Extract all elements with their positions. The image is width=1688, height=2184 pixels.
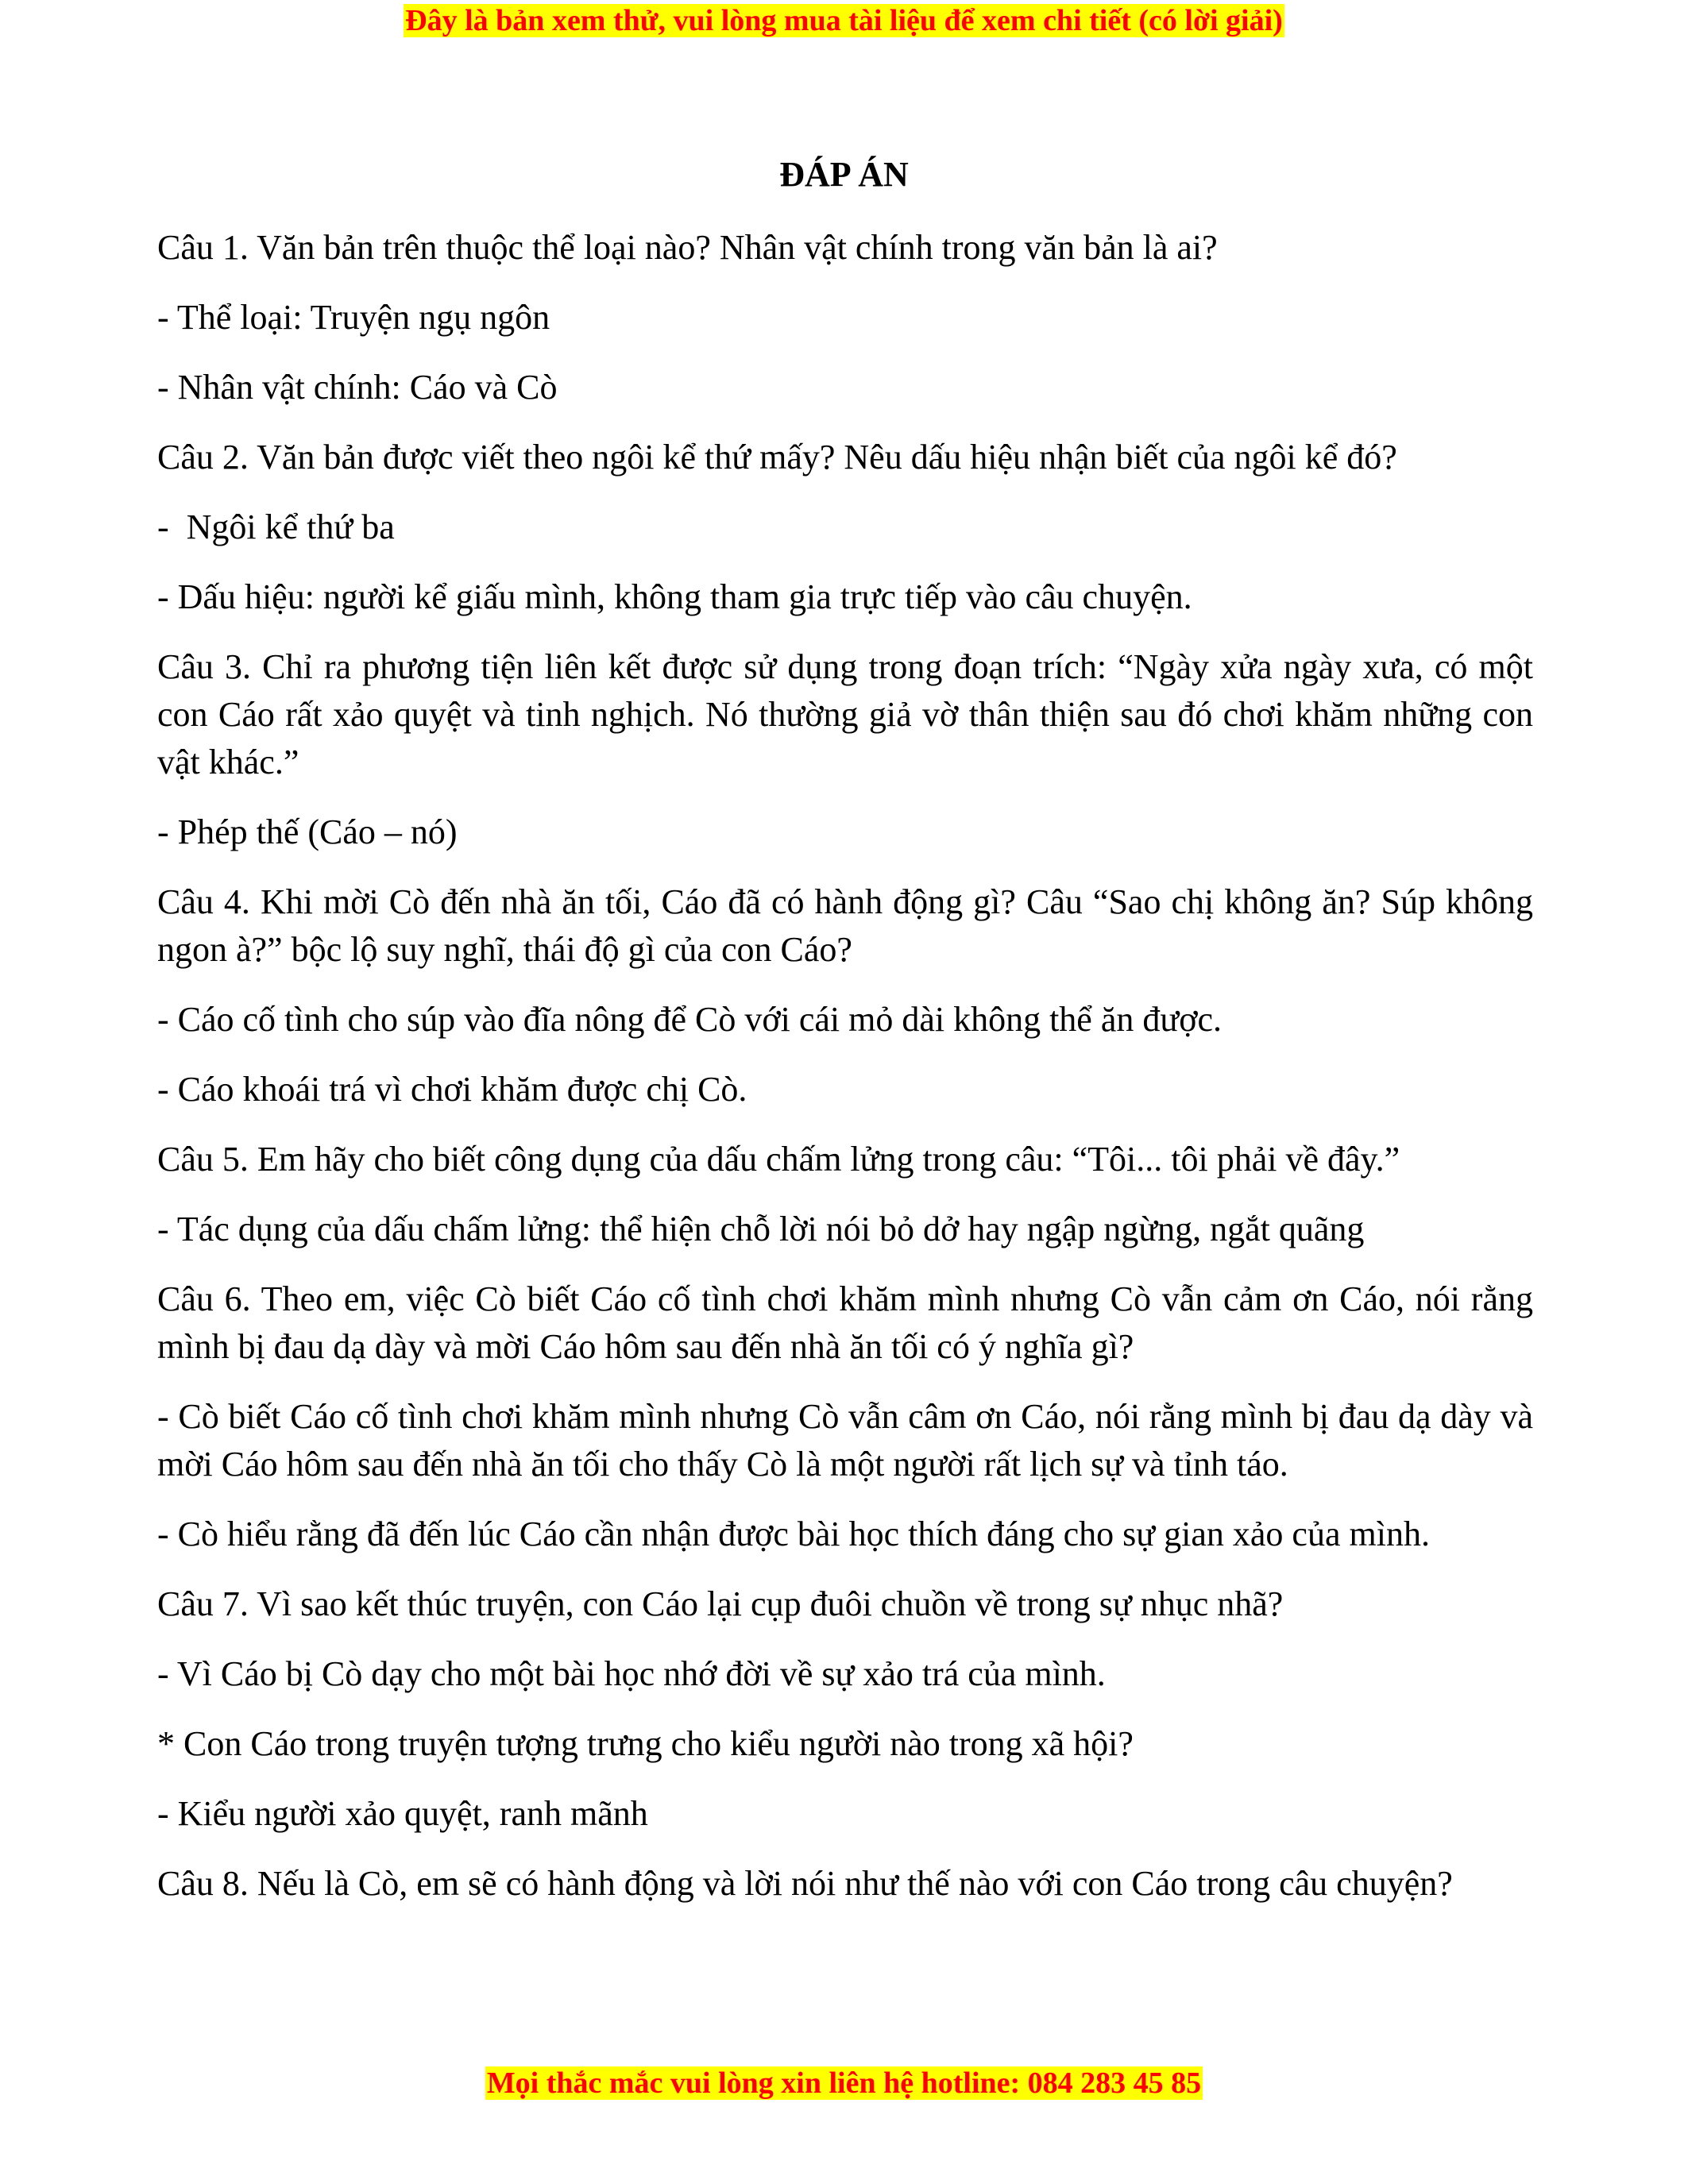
question-7-extra: * Con Cáo trong truyện tượng trưng cho kiểu người nào trong xã hội? (157, 1724, 1134, 1763)
answer-2-narration: - Ngôi kể thứ ba (157, 507, 395, 546)
answer-7-extra: - Kiểu người xảo quyệt, ranh mãnh (157, 1794, 648, 1833)
preview-notice-text: Đây là bản xem thử, vui lòng mua tài liệu để xem chi tiết (có lời giải) (405, 4, 1283, 37)
answer-6-a: - Cò biết Cáo cố tình chơi khăm mình nhưng Cò vẫn câm ơn Cáo, nói rằng mình bị đau dạ dày và mời Cáo hôm sau đến nhà ăn tối cho thấy Cò là một người rất lịch sự và tỉnh táo. (157, 1397, 1533, 1484)
question-3: Câu 3. Chỉ ra phương tiện liên kết được sử dụng trong đoạn trích: “Ngày xửa ngày xưa, có một con Cáo rất xảo quyệt và tinh nghịch. Nó thường giả vờ thân thiện sau đó chơi khăm những con vật khác.” (157, 647, 1533, 781)
question-1: Câu 1. Văn bản trên thuộc thể loại nào? Nhân vật chính trong văn bản là ai? (157, 228, 1218, 267)
answer-3: - Phép thế (Cáo – nó) (157, 812, 458, 851)
hotline-notice-banner (0, 2065, 1688, 2101)
answer-5: - Tác dụng của dấu chấm lửng: thể hiện chỗ lời nói bỏ dở hay ngập ngừng, ngắt quãng (157, 1210, 1365, 1248)
question-7: Câu 7. Vì sao kết thúc truyện, con Cáo lại cụp đuôi chuồn về trong sự nhục nhã? (157, 1584, 1284, 1623)
answer-4-attitude: - Cáo khoái trá vì chơi khăm được chị Cò. (157, 1070, 747, 1109)
hotline-notice-text: Mọi thắc mắc vui lòng xin liên hệ hotline: 084 283 45 85 (486, 2066, 1202, 2100)
answer-1-characters: - Nhân vật chính: Cáo và Cò (157, 368, 558, 407)
question-4: Câu 4. Khi mời Cò đến nhà ăn tối, Cáo đã có hành động gì? Câu “Sao chị không ăn? Súp không ngon à?” bộc lộ suy nghĩ, thái độ gì của con Cáo? (157, 882, 1533, 969)
page-title: ĐÁP ÁN (779, 155, 909, 194)
answer-7: - Vì Cáo bị Cò dạy cho một bài học nhớ đời về sự xảo trá của mình. (157, 1654, 1106, 1693)
question-2: Câu 2. Văn bản được viết theo ngôi kể thứ mấy? Nêu dấu hiệu nhận biết của ngôi kể đó? (157, 438, 1397, 477)
question-5: Câu 5. Em hãy cho biết công dụng của dấu chấm lửng trong câu: “Tôi... tôi phải về đây.” (157, 1140, 1400, 1179)
preview-notice-banner (0, 2, 1688, 39)
answer-6-b: - Cò hiểu rằng đã đến lúc Cáo cần nhận được bài học thích đáng cho sự gian xảo của mình. (157, 1515, 1430, 1553)
question-8: Câu 8. Nếu là Cò, em sẽ có hành động và lời nói như thế nào với con Cáo trong câu chuyện? (157, 1864, 1453, 1903)
answer-1-genre: - Thể loại: Truyện ngụ ngôn (157, 298, 550, 337)
answer-4-action: - Cáo cố tình cho súp vào đĩa nông để Cò với cái mỏ dài không thể ăn được. (157, 1000, 1223, 1039)
answer-2-sign: - Dấu hiệu: người kể giấu mình, không tham gia trực tiếp vào câu chuyện. (157, 577, 1192, 616)
answer-content (157, 224, 1533, 1930)
question-6: Câu 6. Theo em, việc Cò biết Cáo cố tình chơi khăm mình nhưng Cò vẫn cảm ơn Cáo, nói rằng mình bị đau dạ dày và mời Cáo hôm sau đến nhà ăn tối có ý nghĩa gì? (157, 1279, 1533, 1366)
